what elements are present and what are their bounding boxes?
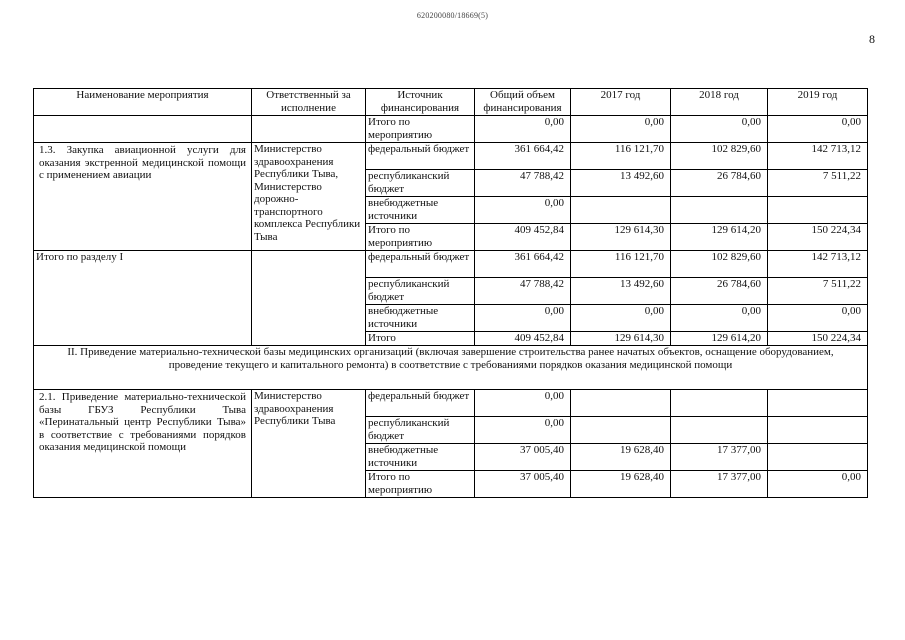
total-cell: 409 452,84: [475, 224, 571, 251]
header-total: Общий объем финансирования: [475, 89, 571, 116]
value-2017-cell: 129 614,30: [571, 224, 671, 251]
value-2017-cell: 0,00: [571, 305, 671, 332]
value-2018-cell: 17 377,00: [671, 471, 768, 498]
item-1-3-responsible: Министерство здравоохранения Республики Тыва, Министерство дорожно-транспортного комплекса Республики Тыва: [252, 143, 366, 251]
total-cell: 37 005,40: [475, 444, 571, 471]
value-2019-cell: [768, 444, 868, 471]
source-cell: республиканский бюджет: [366, 278, 475, 305]
value-2019-cell: 0,00: [768, 471, 868, 498]
value-2017-cell: 129 614,30: [571, 332, 671, 346]
section-2-title: II. Приведение материально-технической базы медицинских организаций (включая завершение строительства ранее начатых объектов, оснащение оборудованием, проведение текущего и капитального ремонта) в соответствие с требованиями порядков оказания медицинской помощи: [34, 346, 868, 390]
source-cell: республиканский бюджет: [366, 417, 475, 444]
value-2019-cell: 142 713,12: [768, 143, 868, 170]
value-2017-cell: 19 628,40: [571, 444, 671, 471]
item-1-3-name: 1.3. Закупка авиационной услуги для оказания экстренной медицинской помощи с применением авиации: [34, 143, 252, 251]
header-2017: 2017 год: [571, 89, 671, 116]
value-2018-cell: 102 829,60: [671, 143, 768, 170]
page-number: 8: [869, 32, 875, 46]
value-2019-cell: 142 713,12: [768, 251, 868, 278]
value-2019-cell: 0,00: [768, 116, 868, 143]
value-2019-cell: 7 511,22: [768, 278, 868, 305]
value-2019-cell: [768, 417, 868, 444]
empty-cell: [34, 116, 252, 143]
total-cell: 361 664,42: [475, 251, 571, 278]
value-2017-cell: 13 492,60: [571, 278, 671, 305]
value-2019-cell: 150 224,34: [768, 224, 868, 251]
value-2018-cell: [671, 390, 768, 417]
header-source: Источник финансирования: [366, 89, 475, 116]
value-2018-cell: 17 377,00: [671, 444, 768, 471]
source-cell: федеральный бюджет: [366, 251, 475, 278]
value-2017-cell: 0,00: [571, 116, 671, 143]
value-2018-cell: [671, 417, 768, 444]
value-2017-cell: [571, 197, 671, 224]
source-cell: Итого по мероприятию: [366, 116, 475, 143]
value-2019-cell: [768, 197, 868, 224]
total-cell: 0,00: [475, 197, 571, 224]
value-2018-cell: 102 829,60: [671, 251, 768, 278]
header-responsible: Ответственный за исполнение: [252, 89, 366, 116]
value-2018-cell: 0,00: [671, 305, 768, 332]
value-2017-cell: 116 121,70: [571, 251, 671, 278]
value-2017-cell: 19 628,40: [571, 471, 671, 498]
table-row: [34, 390, 868, 417]
header-row: [34, 89, 868, 116]
empty-cell: [252, 116, 366, 143]
value-2019-cell: 150 224,34: [768, 332, 868, 346]
source-cell: республиканский бюджет: [366, 170, 475, 197]
source-cell: внебюджетные источники: [366, 305, 475, 332]
item-2-1-responsible: Министерство здравоохранения Республики Тыва: [252, 390, 366, 498]
total-cell: 361 664,42: [475, 143, 571, 170]
total-cell: 409 452,84: [475, 332, 571, 346]
value-2019-cell: [768, 390, 868, 417]
table-row: [34, 116, 868, 143]
empty-cell: [252, 251, 366, 346]
source-cell: Итого: [366, 332, 475, 346]
value-2017-cell: 13 492,60: [571, 170, 671, 197]
value-2018-cell: [671, 197, 768, 224]
table-row: [34, 143, 868, 170]
total-cell: 0,00: [475, 305, 571, 332]
total-cell: 47 788,42: [475, 170, 571, 197]
total-cell: 0,00: [475, 390, 571, 417]
total-cell: 47 788,42: [475, 278, 571, 305]
source-cell: внебюджетные источники: [366, 444, 475, 471]
financing-table: [33, 88, 868, 498]
table-row: [34, 251, 868, 278]
source-cell: внебюджетные источники: [366, 197, 475, 224]
source-cell: Итого по мероприятию: [366, 224, 475, 251]
source-cell: федеральный бюджет: [366, 143, 475, 170]
value-2018-cell: 26 784,60: [671, 278, 768, 305]
value-2018-cell: 26 784,60: [671, 170, 768, 197]
value-2019-cell: 7 511,22: [768, 170, 868, 197]
source-cell: Итого по мероприятию: [366, 471, 475, 498]
value-2017-cell: 116 121,70: [571, 143, 671, 170]
value-2019-cell: 0,00: [768, 305, 868, 332]
value-2017-cell: [571, 390, 671, 417]
header-2019: 2019 год: [768, 89, 868, 116]
header-name: Наименование мероприятия: [34, 89, 252, 116]
section-1-total-name: Итого по разделу I: [34, 251, 252, 346]
document-id: 620200080/18669(5): [416, 11, 489, 20]
item-2-1-name: 2.1. Приведение материально-технической базы ГБУЗ Республики Тыва «Перинатальный центр Республики Тыва» в соответствие с требованиями порядков оказания медицинской помощи: [34, 390, 252, 498]
source-cell: федеральный бюджет: [366, 390, 475, 417]
value-2017-cell: [571, 417, 671, 444]
total-cell: 0,00: [475, 116, 571, 143]
value-2018-cell: 129 614,20: [671, 332, 768, 346]
section-row: [34, 346, 868, 390]
header-2018: 2018 год: [671, 89, 768, 116]
value-2018-cell: 129 614,20: [671, 224, 768, 251]
total-cell: 37 005,40: [475, 471, 571, 498]
value-2018-cell: 0,00: [671, 116, 768, 143]
total-cell: 0,00: [475, 417, 571, 444]
